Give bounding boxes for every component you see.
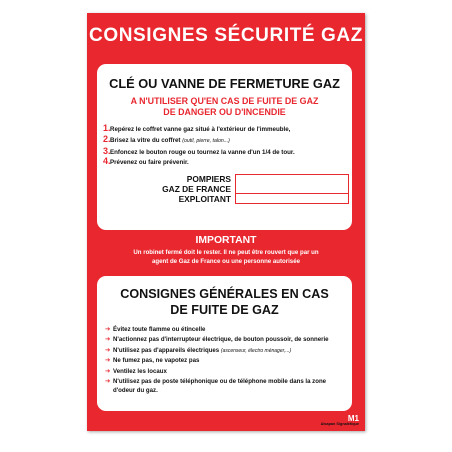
- contact-box-gaz-de-france: [235, 184, 349, 194]
- list-item: [105, 357, 342, 366]
- important-line-1: Un robinet fermé doit le rester. Il ne peut être rouvert que par un: [133, 249, 319, 256]
- list-item: [105, 368, 342, 377]
- list-item-note: (ascenseur, électro ménager,...): [220, 347, 292, 354]
- sign-reference-code: M1: [347, 414, 359, 423]
- step-text: Prévenez ou faire prévenir.: [110, 159, 189, 167]
- list-item-text: Ne fumez pas, ne vapotez pas: [113, 357, 200, 365]
- step-item: [103, 124, 346, 135]
- contact-row-pompiers: [103, 174, 352, 184]
- contact-fields: [97, 174, 352, 204]
- warning-line-1: A N'UTILISER QU'EN CAS DE FUITE DE GAZ: [130, 96, 319, 106]
- step-number: 2.: [103, 133, 111, 144]
- step-number: 3.: [103, 145, 111, 156]
- general-title-line-1: CONSIGNES GÉNÉRALES EN CAS: [120, 287, 329, 301]
- shutoff-steps: [97, 124, 352, 168]
- list-item-text: Évitez toute flamme ou étincelle: [113, 326, 206, 333]
- list-item-text: N'utilisez pas d'appareils électriques: [113, 346, 220, 354]
- step-note: (outil, pierre, talon...): [182, 137, 230, 144]
- step-text: Enfoncez le bouton rouge ou tournez la vanne d'un 1/4 de tour.: [110, 148, 295, 156]
- shutoff-warning: [97, 96, 352, 117]
- warning-line-2: DE DANGER OU D'INCENDIE: [163, 106, 286, 117]
- contact-label-exploitant: EXPLOITANT: [178, 194, 231, 205]
- list-item: [105, 336, 342, 345]
- step-item: [103, 147, 346, 158]
- gas-safety-sign: [87, 13, 365, 431]
- step-text: Repérez le coffret vanne gaz situé à l'extérieur de l'immeuble,: [110, 126, 291, 133]
- contact-box-exploitant: [235, 194, 349, 204]
- step-number: 1.: [103, 123, 111, 133]
- list-item-text: Ventilez les locaux: [113, 367, 167, 375]
- arrow-right-icon: ➔: [105, 377, 111, 385]
- shutoff-panel: [97, 64, 352, 230]
- step-number: 4.: [103, 156, 111, 167]
- list-item-text: N'actionnez pas d'interrupteur électrique, de bouton poussoir, de sonnerie: [113, 336, 329, 344]
- arrow-right-icon: ➔: [105, 357, 111, 365]
- list-item: [105, 326, 342, 335]
- contact-label-pompiers: POMPIERS: [186, 174, 231, 185]
- general-list: [97, 326, 352, 395]
- general-title-line-2: DE FUITE DE GAZ: [170, 303, 279, 317]
- step-item: [103, 157, 346, 168]
- sign-title: CONSIGNES SÉCURITÉ GAZ: [89, 25, 363, 46]
- contact-label-gaz-de-france: GAZ DE FRANCE: [162, 184, 231, 195]
- arrow-right-icon: ➔: [105, 346, 111, 354]
- step-item: [103, 135, 346, 147]
- arrow-right-icon: ➔: [105, 367, 111, 375]
- list-item-text: N'utilisez pas de poste téléphonique ou de téléphone mobile dans la zone d'odeur du gaz.: [113, 377, 327, 394]
- contact-box-pompiers: [235, 174, 349, 185]
- important-line-2: agent de Gaz de France ou une personne autorisée: [152, 258, 300, 265]
- list-item: [105, 347, 342, 356]
- important-text: [91, 248, 361, 266]
- brand-name: Alsapan Signalétique: [320, 422, 359, 426]
- general-panel: [97, 276, 352, 411]
- important-title: IMPORTANT: [195, 235, 257, 246]
- list-item: [105, 378, 342, 395]
- shutoff-title: CLÉ OU VANNE DE FERMETURE GAZ: [109, 76, 340, 91]
- contact-row-gaz-de-france: [103, 184, 352, 194]
- step-text: Brisez la vitre du coffret: [110, 136, 181, 144]
- general-title: [97, 286, 352, 318]
- contact-row-exploitant: [103, 194, 352, 204]
- arrow-right-icon: ➔: [105, 336, 111, 344]
- arrow-right-icon: ➔: [105, 326, 111, 333]
